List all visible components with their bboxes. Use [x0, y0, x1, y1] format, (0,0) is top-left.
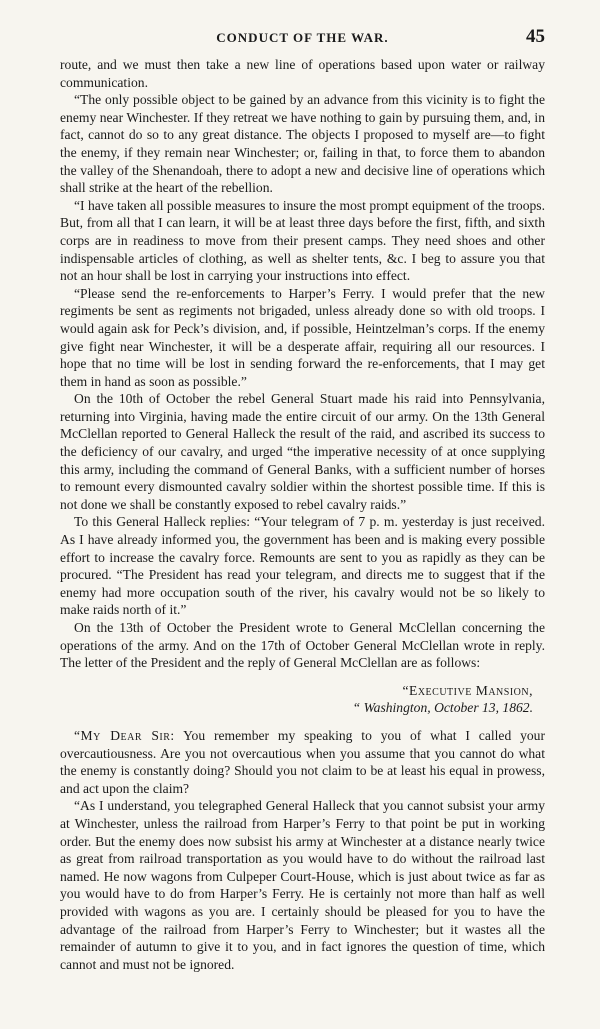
- dateline-date: “ Washington, October 13, 1862.: [352, 700, 533, 716]
- body-text: [60, 56, 545, 973]
- page-number: 45: [526, 26, 545, 47]
- paragraph: “The only possible object to be gained by an advance from this vicinity is to fight the enemy near Winchester. If they retreat we have nothing to gain by pursuing them, and, in fact, cannot do so to any great distance. The objects I proposed to myself are—to fight the enemy, if they remain near Winchester; or, failing in that, to force them to abandon the valley of the Shenandoah, there to adopt a new and decisive line of operations which shall strike at the heart of the rebellion.: [60, 92, 545, 196]
- paragraph: On the 10th of October the rebel General Stuart made his raid into Pennsylvania, returning into Virginia, having made the entire circuit of our army. On the 13th General McClellan reported to General Halleck the result of the raid, and ascribed its success to the deficiency of our cavalry, and urged “the imperative necessity of at once supplying this army, including the command of General Banks, with a sufficient number of horses to remount every dismounted cavalry soldier within the shortest possible time. If this is not done we shall be constantly exposed to rebel cavalry raids.”: [60, 391, 545, 512]
- dateline-place: “Executive Mansion,: [402, 682, 533, 698]
- running-title: CONDUCT OF THE WAR.: [216, 30, 389, 45]
- letter-paragraph: “As I understand, you telegraphed General Halleck that you cannot subsist your army at Winchester, unless the railroad from Harper’s Ferry to that point be put in working order. But the enemy does now subsist his army at Winchester at a distance nearly twice as great from railroad transportation as you would have to do without the railroad last named. He now wagons from Culpeper Court-House, which is just about twice as far as you would have to do from Harper’s Ferry. He is certainly not more than half as well provided with wagons as you are. I certainly should be pleased for you to have the advantage of the railroad from Harper’s Ferry to Winchester; but it wastes all the remainder of autumn to give it to you, and in fact ignores the question of time, which cannot and must not be ignored.: [60, 798, 545, 972]
- letter-paragraph: [60, 727, 545, 797]
- paragraph: To this General Halleck replies: “Your telegram of 7 p. m. yesterday is just received. As I have already informed you, the government has been and is making every possible effort to increase the cavalry force. Remounts are sent to you as rapidly as they can be procured. “The President has read your telegram, and directs me to suggest that if the enemy had more occupation south of the river, his cavalry would not be so likely to make raids north of it.”: [60, 514, 545, 618]
- paragraph: “Please send the re-enforcements to Harper’s Ferry. I would prefer that the new regiments be sent as regiments not brigaded, unless already done so with old troops. I would again ask for Peck’s division, and, if possible, Heintzelman’s corps. If the enemy give fight near Winchester, it will be a desperate affair, requiring all our resources. I hope that no time will be lost in sending forward the re-enforcements, that I may get them in hand as soon as possible.”: [60, 285, 545, 389]
- letter-text: You remember my speaking to you of what I called your overcautiousness. Are you not overcautious when you assume that you cannot do what the enemy is constantly doing? Should you not claim to be at least his equal in prowess, and act upon the claim?: [60, 727, 546, 796]
- paragraph: On the 13th of October the President wrote to General McClellan concerning the operations of the army. And on the 17th of October General McClellan wrote in reply. The letter of the President and the reply of General McClellan are as follows:: [60, 620, 545, 671]
- paragraph-continuation: route, and we must then take a new line of operations based upon water or railway communication.: [60, 57, 545, 90]
- letter-dateline: [60, 682, 545, 717]
- running-head: [60, 26, 545, 56]
- paragraph: “I have taken all possible measures to insure the most prompt equipment of the troops. But, from all that I can learn, it will be at least three days before the first, fifth, and sixth corps are in readiness to move from their present camps. They need shoes and other indispensable articles of clothing, as well as shelter tents, &c. I beg to assure you that not an hour shall be lost in carrying your instructions into effect.: [60, 197, 545, 284]
- letter-salutation: “My Dear Sir:: [74, 727, 175, 743]
